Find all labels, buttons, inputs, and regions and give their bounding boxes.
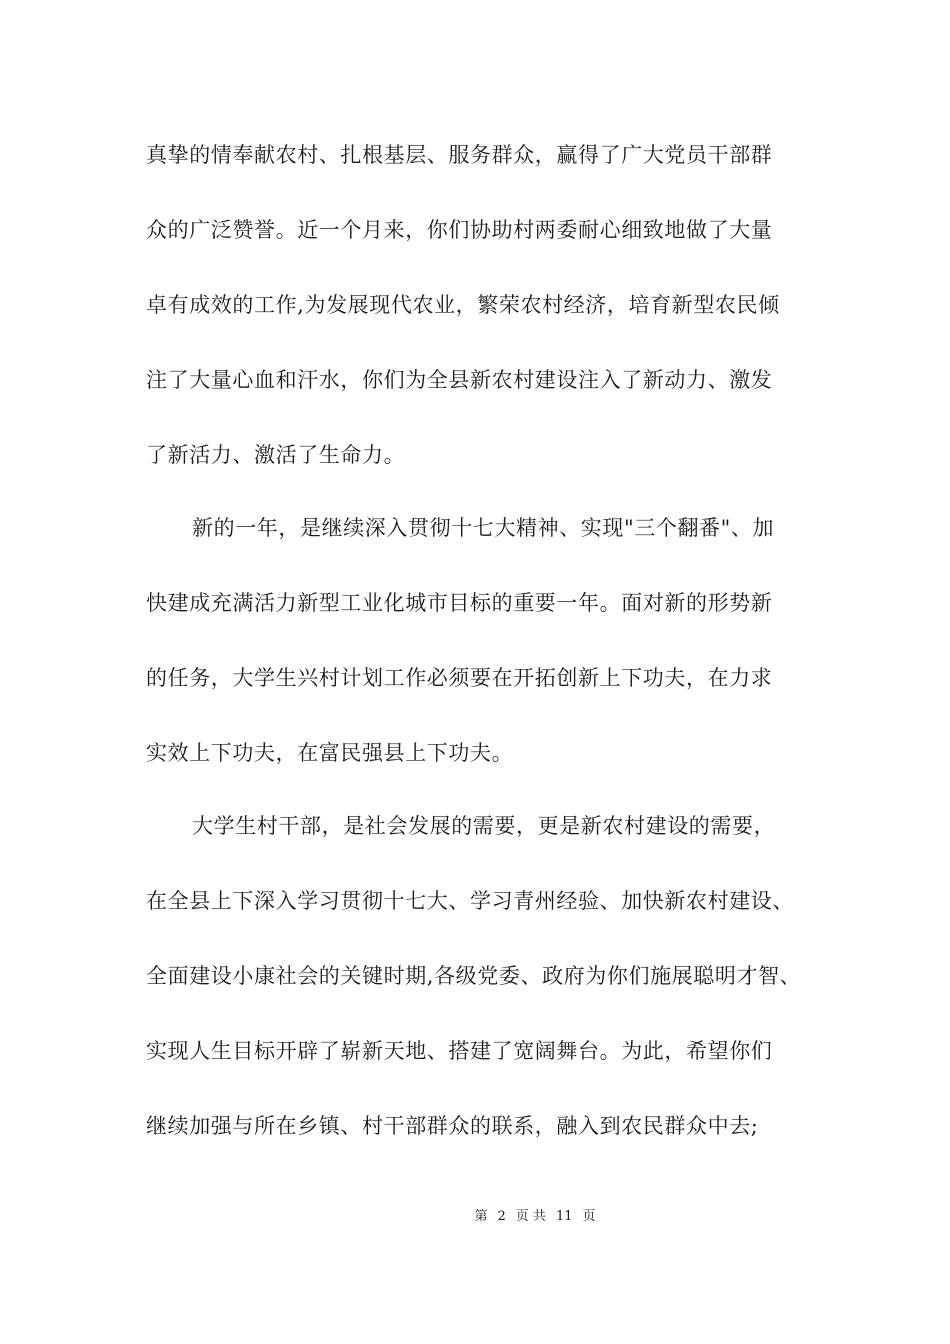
paragraph-line: 在全县上下深入学习贯彻十七大、学习青州经验、加快新农村建设、 [146, 889, 794, 913]
paragraph-line: 快建成充满活力新型工业化城市目标的重要一年。面对新的形势新 [146, 591, 773, 615]
paragraph-line: 卓有成效的工作,为发展现代农业，繁荣农村经济，培育新型农民倾 [146, 293, 780, 317]
footer-suffix: 页 [582, 1209, 596, 1224]
paragraph-line: 继续加强与所在乡镇、村干部群众的联系，融入到农民群众中去; [146, 1114, 759, 1138]
total-pages-number: 11 [555, 1209, 573, 1224]
footer-prefix: 第 [474, 1209, 488, 1224]
paragraph-line: 众的广泛赞誉。近一个月来，你们协助村两委耐心细致地做了大量 [146, 218, 773, 242]
paragraph-line: 全面建设小康社会的关键时期,各级党委、政府为你们施展聪明才智、 [146, 964, 802, 988]
paragraph-line: 大学生村干部，是社会发展的需要，更是新农村建设的需要， [192, 814, 776, 838]
paragraph-line: 真挚的情奉献农村、扎根基层、服务群众，赢得了广大党员干部群 [146, 143, 773, 167]
paragraph-line: 实现人生目标开辟了崭新天地、搭建了宽阔舞台。为此，希望你们 [146, 1039, 773, 1063]
paragraph-line: 的任务，大学生兴村计划工作必须要在开拓创新上下功夫，在力求 [146, 666, 773, 690]
current-page-number: 2 [497, 1209, 506, 1224]
paragraph-line: 新的一年，是继续深入贯彻十七大精神、实现"三个翻番"、加 [192, 516, 775, 540]
page-footer [0, 1208, 950, 1226]
footer-middle: 页 共 [515, 1209, 546, 1224]
paragraph-line: 了新活力、激活了生命力。 [146, 443, 406, 467]
paragraph-line: 实效上下功夫，在富民强县上下功夫。 [146, 741, 514, 765]
paragraph-line: 注了大量心血和汗水，你们为全县新农村建设注入了新动力、激发 [146, 368, 773, 392]
